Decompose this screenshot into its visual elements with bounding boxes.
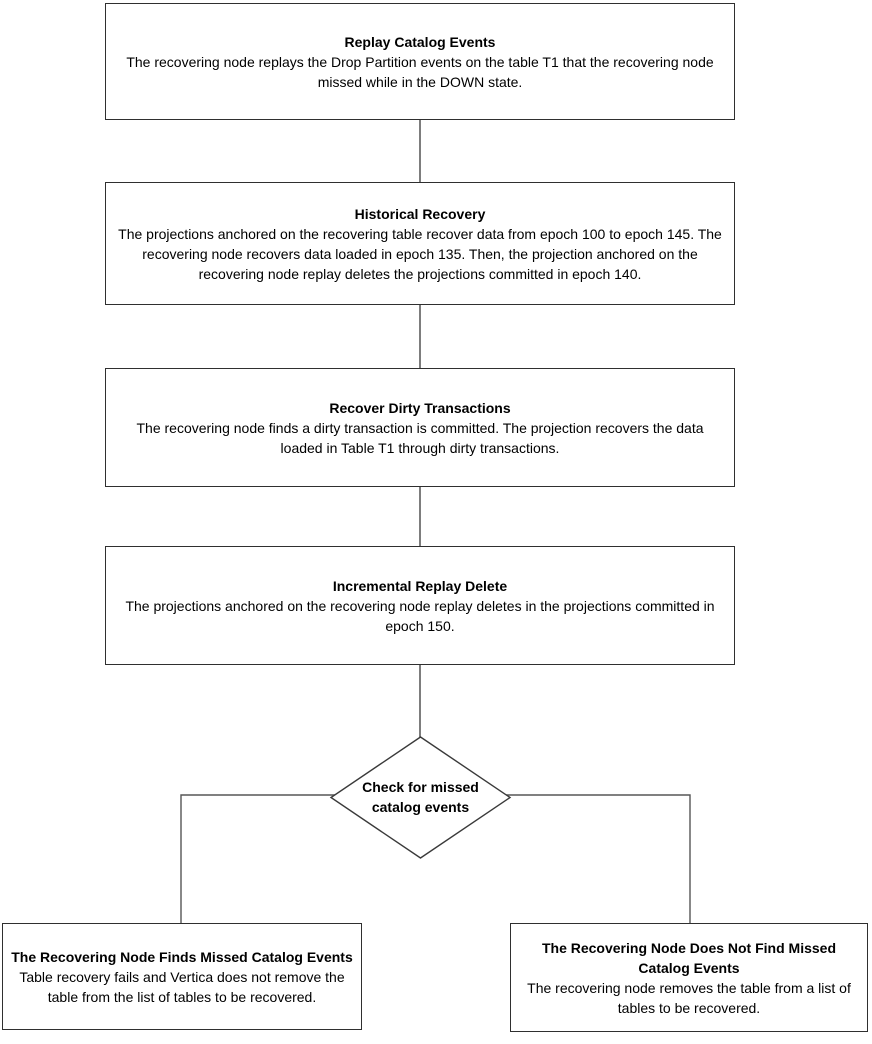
node-title: The Recovering Node Finds Missed Catalog Events [11, 948, 353, 965]
node-title: Recover Dirty Transactions [329, 399, 511, 416]
node-body: The recovering node replays the Drop Partition events on the table T1 that the recovering node missed while in the DOWN state. [126, 53, 714, 90]
connector-decision-to-not-find-missed [505, 795, 690, 924]
node-replay-catalog-events [105, 3, 735, 120]
node-title: Historical Recovery [354, 205, 486, 222]
connector-decision-to-finds-missed [181, 795, 336, 924]
node-incremental-replay-delete [105, 546, 735, 665]
node-does-not-find-missed-catalog-events [510, 923, 868, 1032]
node-title: Replay Catalog Events [344, 33, 496, 50]
node-body: The projections anchored on the recovering node replay deletes in the projections committed in epoch 150. [125, 597, 715, 634]
node-title: Incremental Replay Delete [332, 577, 508, 594]
node-body: The recovering node removes the table from a list of tables to be recovered. [527, 979, 851, 1016]
node-title: The Recovering Node Does Not Find Missed Catalog Events [541, 939, 837, 976]
node-body: The recovering node finds a dirty transaction is committed. The projection recovers the data loaded in Table T1 through dirty transactions. [136, 419, 704, 456]
node-historical-recovery [105, 182, 735, 305]
node-finds-missed-catalog-events [2, 923, 362, 1030]
decision-label: Check for missed catalog events [362, 779, 479, 815]
node-decision-check-missed-catalog-events [345, 768, 496, 826]
node-body: Table recovery fails and Vertica does not remove the table from the list of tables to be recovered. [19, 968, 345, 1005]
node-recover-dirty-transactions [105, 368, 735, 487]
node-body: The projections anchored on the recovering table recover data from epoch 100 to epoch 145. The recovering node recovers data loaded in epoch 135. Then, the projection anchored on the recovering node replay deletes the projections committed in epoch 140. [118, 225, 722, 282]
